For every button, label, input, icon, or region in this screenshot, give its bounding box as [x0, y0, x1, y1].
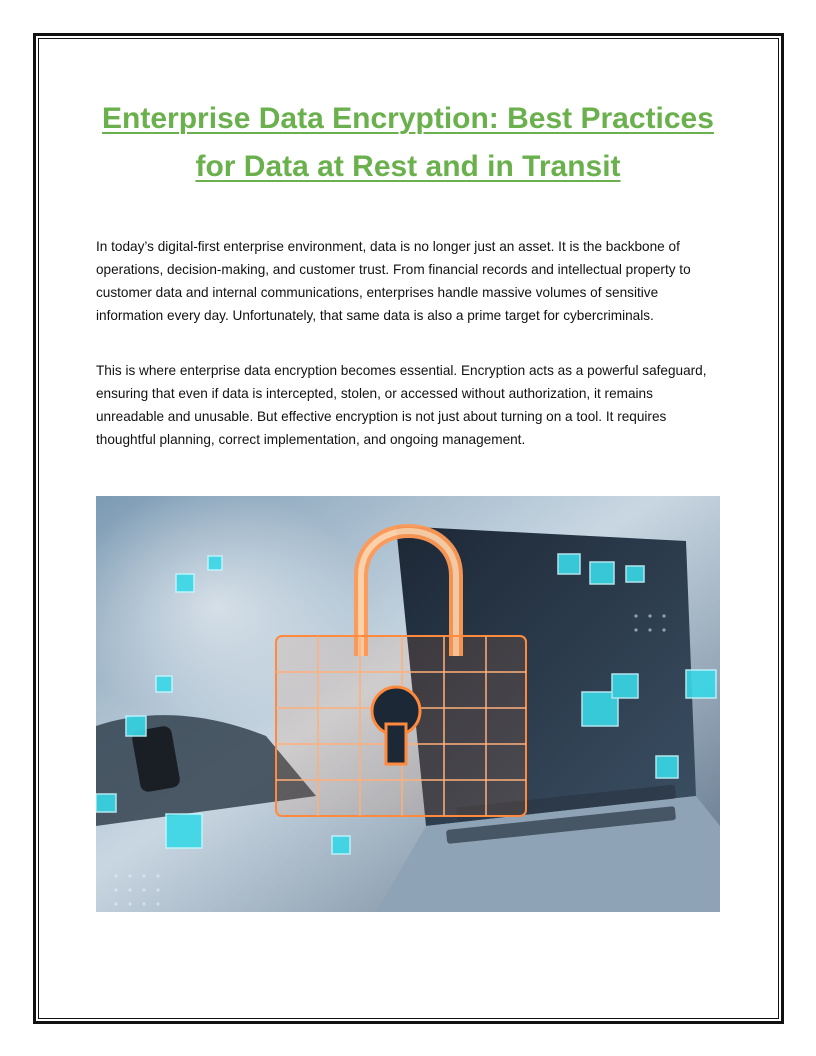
intro-paragraph: In today’s digital-first enterprise environment, data is no longer just an asset. It is the backbone of operations, decision-making, and customer trust. From financial records and intellectual property to customer data and internal communications, enterprises handle massive volumes of sensitive information every day. Unfortunately, that same data is also a prime target for cybercriminals.	[96, 239, 691, 323]
title-line-2: for Data at Rest and in Transit	[195, 150, 621, 183]
document-title	[96, 95, 720, 191]
encryption-paragraph: This is where enterprise data encryption becomes essential. Encryption acts as a powerful safeguard, ensuring that even if data is intercepted, stolen, or accessed without authorization, it remains unreadable and unusable. But effective encryption is not just about turning on a tool. It requires thoughtful planning, correct implementation, and ongoing management.	[96, 363, 707, 447]
hero-image	[96, 496, 720, 912]
title-line-1: Enterprise Data Encryption: Best Practices	[102, 102, 714, 135]
